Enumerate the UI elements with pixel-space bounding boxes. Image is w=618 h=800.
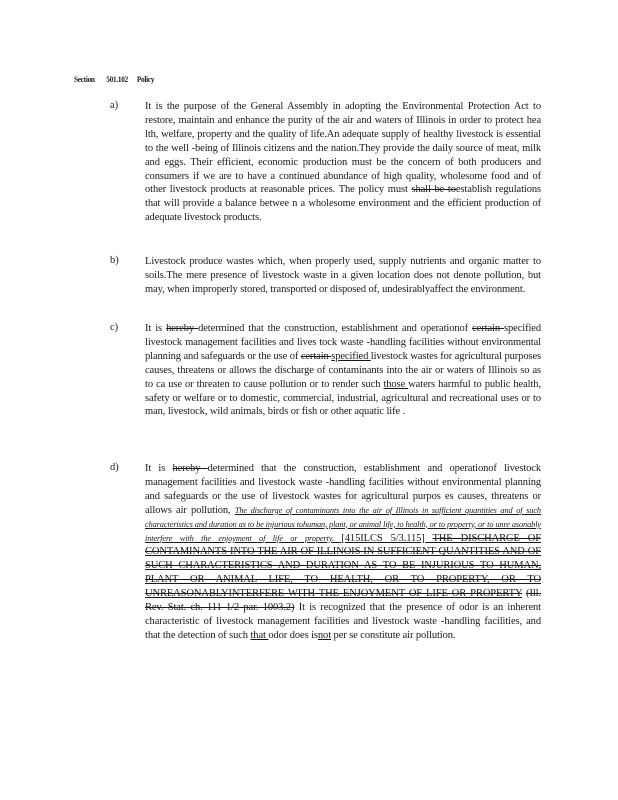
under-text-segment: that (250, 629, 269, 641)
under-text-segment: [415ILCS 5/3.115] (341, 532, 433, 544)
text-segment: waters harmful to public health, safety or welfare or to domestic, commercial, industrial, agricultural and recreational uses or to man, livestock, wild animals, birds or fish or other aquatic life . (145, 378, 541, 418)
section-number: 501.102 (106, 74, 129, 84)
strike-u-text-segment: THE DISCHARGE OF CONTAMINANTS INTO THE AIR OF ILLINOIS IN SUFFICIENT QUANTITIES AND OF SUCH CHARACTERISTICS AND DURATION AS TO BE INJURIOUS TO HUMAN, PLANT OR ANIMAL LIFE, TO HEALTH, OR TO PROPERTY, OR TO UNREASONABLYINTERFERE WITH THE ENJOYMENT OF LIFE OR PROPERTY (145, 532, 541, 600)
text-segment: It is recognized that the presence of odor is an inherent characteristic of livestock management facilities and livestock waste -handling facilities, and that the detection of such (145, 602, 541, 641)
text-segment: odor does is (268, 629, 318, 641)
section-title: Policy (136, 74, 155, 84)
strike-text-segment: hereby (166, 323, 199, 334)
ital-text-segment: The discharge of contaminants into the air of Illinois in sufficient quantities and of such characteristics and duration as to be injurious tohuman, plant, or animal life, to health, or to property, or to unre asonably interfere with the enjoyment of life or property. (145, 505, 541, 543)
strike-text-segment: certain (472, 323, 505, 334)
text-segment: It is (145, 323, 167, 334)
paragraph-text (145, 255, 541, 297)
text-segment: specified livestock management facilities and lives tock waste -handling facilities without environmental planning and safeguards or the use of (145, 323, 542, 362)
under-text-segment: specified (331, 350, 371, 362)
text-segment: Livestock produce wastes which, when properly used, supply nutrients and organic matter to soils.The mere presence of livestock waste in a given location does not denote pollution, but may, when improperly stored, transported or disposed of, undesirablyaffect the environment. (145, 256, 541, 295)
text-segment: livestock wastes for agricultural purposes causes, threatens or allows the discharge of contaminants into the air or waters of Illinois so as to ca use or threaten to cause pollution or to render such (145, 350, 541, 390)
paragraph-text (145, 462, 541, 643)
paragraph-text (145, 322, 541, 419)
paragraph-label: a) (110, 100, 119, 111)
text-segment: establish regulations that will provide a balance betwee n a wholesome environment and the efficient production of adequate livestock products. (145, 184, 541, 224)
under-text-segment: not (317, 629, 332, 641)
paragraph-label: c) (110, 322, 119, 333)
section-word: Section (74, 74, 95, 84)
text-segment: per se constitute air pollution. (331, 629, 456, 641)
under-text-segment: those (383, 378, 409, 390)
section-heading (74, 74, 154, 84)
text-segment: It is (145, 463, 173, 474)
paragraph-label: b) (110, 255, 119, 266)
text-segment: determined that the construction, establishment and operationof livestock management facilities and livestock waste -handling facilities without environmental planning and safeguards or the use of livestock wastes for agricultural purpos es causes, threatens or allows air pollution, (145, 463, 541, 516)
strike-text-segment: (Ill. Rev. Stat. ch. 111 1/2 par. 1003.2) (145, 588, 541, 614)
strike-text-segment: certain (300, 350, 332, 362)
text-segment: determined that the construction, establishment and operationof (198, 323, 473, 334)
paragraph-text (145, 100, 541, 225)
strike-text-segment: hereby (172, 463, 208, 474)
text-segment: It is the purpose of the General Assembly in adopting the Environmental Protection Act to restore, maintain and enhance the purity of the air and waters of Illinois in order to protect hea lth, welfare, property and the quality of life.An adequate supply of healthy livestock is essential to the well -being of Illinois citizens and the nation.They provide the daily source of meat, milk and eggs. Their efficient, economic production must be the concern of both producers and consumers if we are to have a continued abundance of high quality, wholesome food and of other livestock products at reasonable prices. The policy must (145, 101, 541, 196)
strike-text-segment: shall be to (411, 184, 456, 196)
paragraph-label: d) (110, 462, 119, 473)
